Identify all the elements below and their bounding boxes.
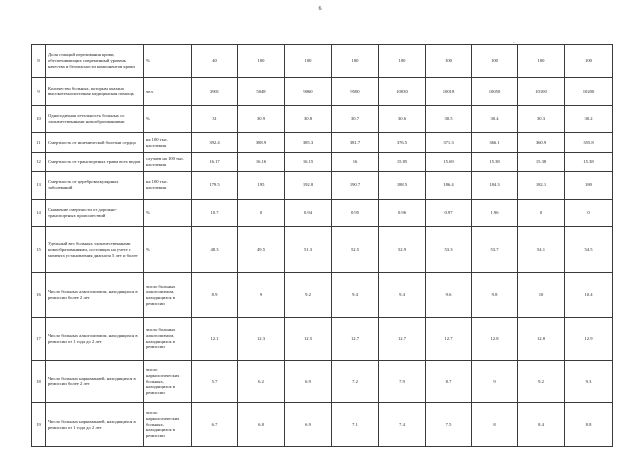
value-cell: 7.1 — [332, 403, 379, 447]
table-row — [32, 78, 613, 106]
value-cell: 190.7 — [332, 171, 379, 199]
indicator-name-cell: Число больных алкоголизмом, находящихся в ремиссии более 2 лет — [46, 273, 144, 318]
value-cell: 9060 — [285, 78, 332, 106]
indicator-name-cell: Количество больных, которым оказана высокотехнологичная медицинская помощь — [46, 78, 144, 106]
value-cell: 15.85 — [379, 152, 426, 171]
table-row — [32, 133, 613, 152]
value-cell: 100 — [472, 45, 518, 78]
value-cell: 53.3 — [426, 227, 472, 273]
value-cell: 8.8 — [565, 403, 613, 447]
value-cell: 0 — [565, 199, 613, 227]
unit-cell: % — [144, 105, 192, 133]
value-cell: 371.3 — [426, 133, 472, 152]
table-row — [32, 171, 613, 199]
value-cell: 0 — [238, 199, 285, 227]
value-cell: 48.3 — [192, 227, 238, 273]
value-cell: 12.8 — [472, 317, 518, 360]
indicator-name-cell: Смертность от ишемической болезни сердца — [46, 133, 144, 152]
value-cell: 12.7 — [426, 317, 472, 360]
indicator-name-cell: Число больных алкоголизмом, находящихся в ремиссии от 1 года до 2 лет — [46, 317, 144, 360]
value-cell: 9.2 — [518, 360, 565, 403]
value-cell: 10050 — [472, 78, 518, 106]
value-cell: 53.7 — [472, 227, 518, 273]
scan-mark: - — [513, 41, 515, 46]
value-cell: 7.9 — [379, 360, 426, 403]
value-cell: 30.6 — [379, 105, 426, 133]
value-cell: 30.9 — [238, 105, 285, 133]
value-cell: 6.2 — [238, 360, 285, 403]
value-cell: 7.2 — [332, 360, 379, 403]
unit-cell: на 100 тыс. населения — [144, 171, 192, 199]
value-cell: 30.5 — [426, 105, 472, 133]
value-cell: 6.9 — [285, 360, 332, 403]
value-cell: 12.7 — [379, 317, 426, 360]
row-number-cell: 18 — [32, 360, 46, 403]
value-cell: 179.5 — [192, 171, 238, 199]
row-number-cell: 15 — [32, 227, 46, 273]
value-cell: 5.7 — [192, 360, 238, 403]
row-number-cell: 9 — [32, 78, 46, 106]
value-cell: 15.69 — [426, 152, 472, 171]
indicator-name-cell: Снижение смертности от дорожно-транспортных происшествий — [46, 199, 144, 227]
value-cell: 184.3 — [472, 171, 518, 199]
table-row — [32, 152, 613, 171]
value-cell: 100 — [285, 45, 332, 78]
row-number-cell: 17 — [32, 317, 46, 360]
value-cell: 54.5 — [565, 227, 613, 273]
value-cell: 5048 — [238, 78, 285, 106]
value-cell: 388.9 — [238, 133, 285, 152]
value-cell: 30.4 — [472, 105, 518, 133]
unit-cell: чел. — [144, 78, 192, 106]
value-cell: 360.9 — [518, 133, 565, 152]
value-cell: 100 — [565, 45, 613, 78]
indicators-table — [31, 44, 613, 447]
value-cell: 15.38 — [518, 152, 565, 171]
value-cell: 10.4 — [565, 273, 613, 318]
unit-cell: число больных алкоголизмом, находящихся в ремиссии — [144, 273, 192, 318]
value-cell: 6.9 — [285, 403, 332, 447]
value-cell: 188.5 — [379, 171, 426, 199]
indicator-name-cell: Число больных наркоманией, находящихся в ремиссии более 2 лет — [46, 360, 144, 403]
value-cell: 54.1 — [518, 227, 565, 273]
value-cell: 40 — [192, 45, 238, 78]
unit-cell: число наркологических больных, находящихся в ремиссии — [144, 360, 192, 403]
table-row — [32, 45, 613, 78]
value-cell: 30.3 — [518, 105, 565, 133]
value-cell: 186.4 — [426, 171, 472, 199]
value-cell: 355.8 — [565, 133, 613, 152]
table-row — [32, 273, 613, 318]
row-number-cell: 8 — [32, 45, 46, 78]
value-cell: 9.6 — [426, 273, 472, 318]
table-row — [32, 227, 613, 273]
unit-cell: число наркологических больных, находящихся в ремиссии — [144, 403, 192, 447]
indicator-name-cell: Смертность от транспортных травм всех видов — [46, 152, 144, 171]
value-cell: 51.3 — [285, 227, 332, 273]
value-cell: 8.4 — [518, 403, 565, 447]
value-cell: 12.9 — [565, 317, 613, 360]
value-cell: 7.5 — [426, 403, 472, 447]
unit-cell: % — [144, 45, 192, 78]
value-cell: 3901 — [192, 78, 238, 106]
indicator-name-cell: Смертность от цереброваскулярных заболеваний — [46, 171, 144, 199]
row-number-cell: 19 — [32, 403, 46, 447]
value-cell: 12.3 — [238, 317, 285, 360]
row-number-cell: 16 — [32, 273, 46, 318]
value-cell: 100 — [332, 45, 379, 78]
value-cell: 385.3 — [285, 133, 332, 152]
value-cell: 10030 — [379, 78, 426, 106]
value-cell: 9 — [238, 273, 285, 318]
value-cell: 0.97 — [426, 199, 472, 227]
value-cell: 376.5 — [379, 133, 426, 152]
value-cell: 100 — [518, 45, 565, 78]
unit-cell: случаев на 100 тыс. населения — [144, 152, 192, 171]
value-cell: 8.7 — [426, 360, 472, 403]
value-cell: 10200 — [565, 78, 613, 106]
value-cell: 392.4 — [192, 133, 238, 152]
value-cell: 16 — [332, 152, 379, 171]
value-cell: 52.9 — [379, 227, 426, 273]
unit-cell: число больных алкоголизмом, находящихся в ремиссии — [144, 317, 192, 360]
table-row — [32, 199, 613, 227]
table-row — [32, 317, 613, 360]
value-cell: 0.94 — [285, 199, 332, 227]
value-cell: 6.8 — [238, 403, 285, 447]
value-cell: 0 — [518, 199, 565, 227]
value-cell: 9.4 — [332, 273, 379, 318]
value-cell: 6.7 — [192, 403, 238, 447]
table-body — [32, 45, 613, 447]
table-row — [32, 360, 613, 403]
value-cell: 366.1 — [472, 133, 518, 152]
row-number-cell: 12 — [32, 152, 46, 171]
value-cell: 9 — [472, 360, 518, 403]
value-cell: 8 — [472, 403, 518, 447]
value-cell: 180 — [565, 171, 613, 199]
value-cell: 10.7 — [192, 199, 238, 227]
value-cell: 30.8 — [285, 105, 332, 133]
value-cell: 0.96 — [379, 199, 426, 227]
indicator-name-cell: Число больных наркоманией, находящихся в ремиссии от 1 года до 2 лет — [46, 403, 144, 447]
value-cell: 9500 — [332, 78, 379, 106]
value-cell: 30.7 — [332, 105, 379, 133]
row-number-cell: 10 — [32, 105, 46, 133]
value-cell: 31 — [192, 105, 238, 133]
value-cell: 9.4 — [379, 273, 426, 318]
value-cell: 9.8 — [472, 273, 518, 318]
value-cell: 182.1 — [518, 171, 565, 199]
value-cell: 12.5 — [285, 317, 332, 360]
value-cell: 381.7 — [332, 133, 379, 152]
page-number: 6 — [318, 6, 322, 12]
value-cell: 0.95 — [332, 199, 379, 227]
value-cell: 12.8 — [518, 317, 565, 360]
value-cell: 10018 — [426, 78, 472, 106]
value-cell: 49.5 — [238, 227, 285, 273]
value-cell: 195 — [238, 171, 285, 199]
row-number-cell: 14 — [32, 199, 46, 227]
value-cell: 16.17 — [192, 152, 238, 171]
value-cell: 12.1 — [192, 317, 238, 360]
value-cell: 30.2 — [565, 105, 613, 133]
value-cell: 1.96 — [472, 199, 518, 227]
value-cell: 52.5 — [332, 227, 379, 273]
table-row — [32, 105, 613, 133]
row-number-cell: 11 — [32, 133, 46, 152]
value-cell: 16.15 — [285, 152, 332, 171]
value-cell: 100 — [426, 45, 472, 78]
value-cell: 9.3 — [565, 360, 613, 403]
value-cell: 100 — [238, 45, 285, 78]
value-cell: 12.7 — [332, 317, 379, 360]
value-cell: 15.38 — [472, 152, 518, 171]
value-cell: 8.9 — [192, 273, 238, 318]
value-cell: 10 — [518, 273, 565, 318]
value-cell: 15.38 — [565, 152, 613, 171]
value-cell: 10100 — [518, 78, 565, 106]
value-cell: 100 — [379, 45, 426, 78]
row-number-cell: 13 — [32, 171, 46, 199]
value-cell: 16.16 — [238, 152, 285, 171]
indicator-name-cell: Одногодичная летальность больных со злокачественными новообразованиями — [46, 105, 144, 133]
table-row — [32, 403, 613, 447]
indicator-name-cell: Доля станций переливания крови, обеспечивающих современный уровень качества и безопасности компонентов крови — [46, 45, 144, 78]
unit-cell: на 100 тыс. населения — [144, 133, 192, 152]
value-cell: 9.2 — [285, 273, 332, 318]
value-cell: 192.8 — [285, 171, 332, 199]
unit-cell: % — [144, 227, 192, 273]
value-cell: 7.4 — [379, 403, 426, 447]
indicator-name-cell: Удельный вес больных злокачественными новообразованиями, состоящих на учете с момента установления диагноза 5 лет и более — [46, 227, 144, 273]
unit-cell: % — [144, 199, 192, 227]
